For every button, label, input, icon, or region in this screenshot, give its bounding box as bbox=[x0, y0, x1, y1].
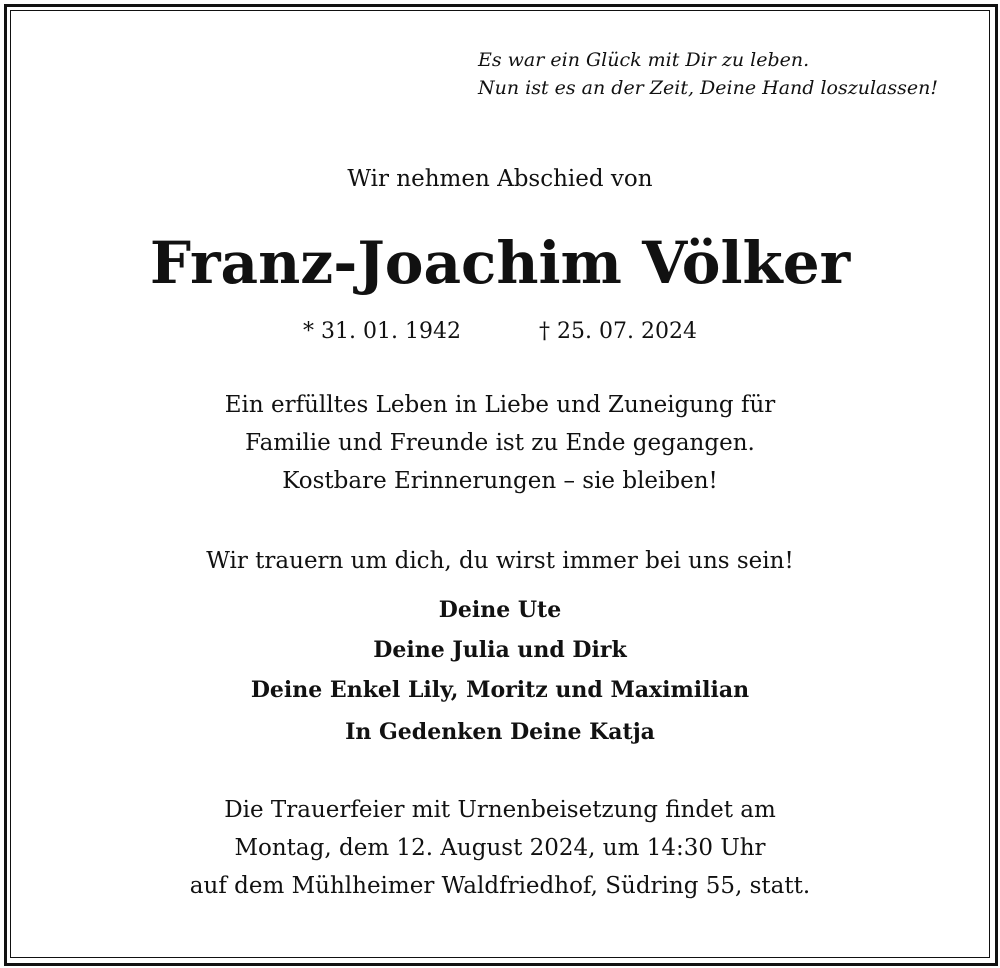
service-details bbox=[0, 791, 1000, 905]
tribute-line: Kostbare Erinnerungen – sie bleiben! bbox=[282, 468, 718, 494]
motto-line-2: Nun ist es an der Zeit, Deine Hand loszulassen! bbox=[478, 77, 938, 99]
family-line: Deine Enkel Lily, Moritz und Maximilian bbox=[250, 677, 750, 703]
tribute-line: Familie und Freunde ist zu Ende gegangen. bbox=[245, 430, 755, 456]
tribute-line: Ein erfülltes Leben in Liebe und Zuneigung für bbox=[224, 392, 776, 418]
tribute-text bbox=[0, 386, 1000, 500]
motto-quote bbox=[478, 46, 978, 102]
family-line: Deine Ute bbox=[438, 597, 562, 623]
mourning-text: Wir trauern um dich, du wirst immer bei uns sein! bbox=[206, 548, 794, 574]
intro-text: Wir nehmen Abschied von bbox=[347, 166, 653, 192]
family-line: In Gedenken Deine Katja bbox=[345, 719, 655, 745]
deceased-name: Franz-Joachim Völker bbox=[149, 229, 851, 297]
family-line: Deine Julia und Dirk bbox=[373, 637, 627, 663]
service-line: Montag, dem 12. August 2024, um 14:30 Uhr bbox=[234, 835, 766, 861]
life-dates bbox=[0, 317, 1000, 347]
motto-line-1: Es war ein Glück mit Dir zu leben. bbox=[478, 49, 810, 71]
service-line: auf dem Mühlheimer Waldfriedhof, Südring 55, statt. bbox=[189, 873, 811, 899]
service-line: Die Trauerfeier mit Urnenbeisetzung findet am bbox=[224, 797, 776, 823]
birth-date: * 31. 01. 1942 bbox=[303, 319, 461, 344]
death-date: † 25. 07. 2024 bbox=[539, 319, 697, 344]
family-signatures bbox=[0, 590, 1000, 752]
